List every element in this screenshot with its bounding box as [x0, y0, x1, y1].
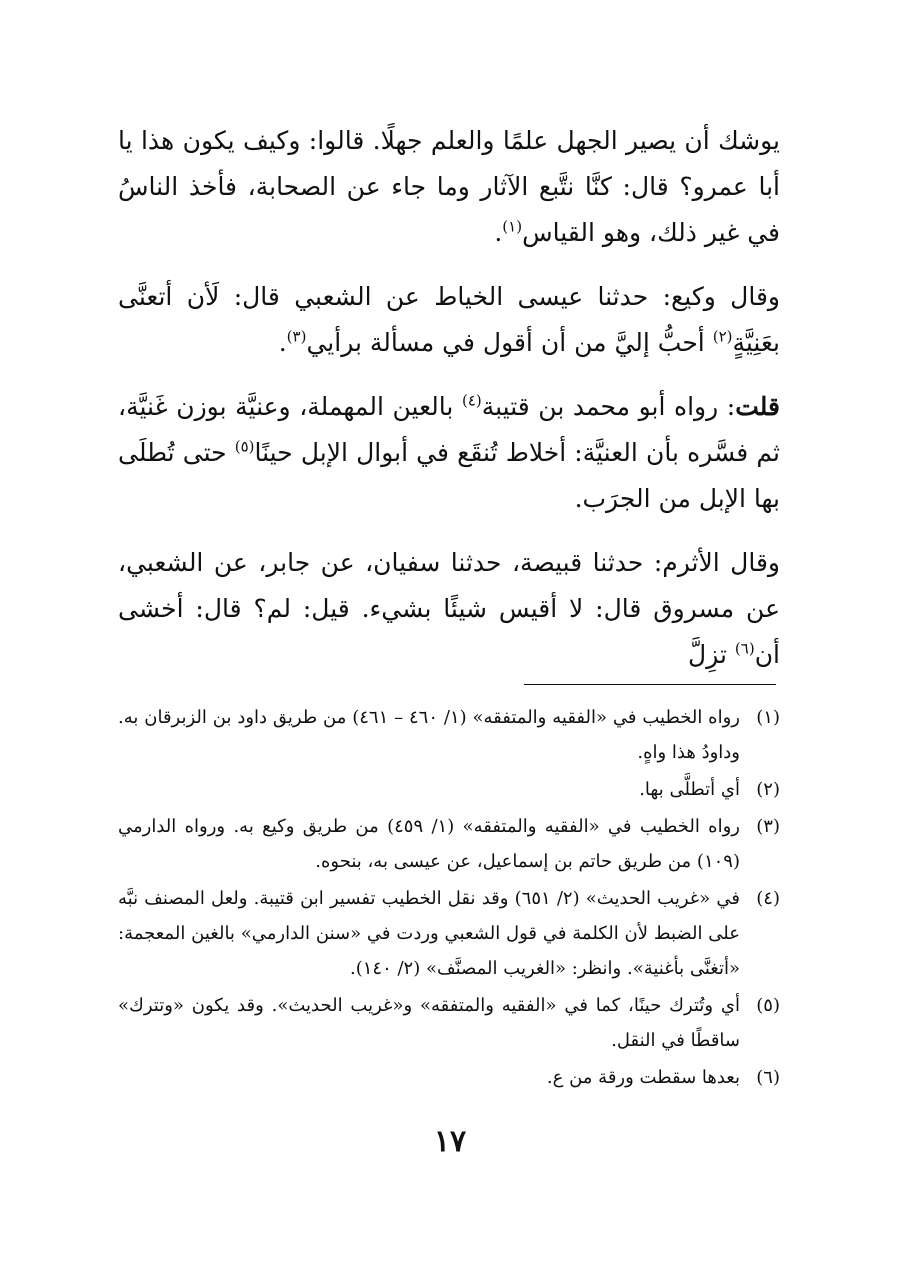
footnote-number: (٦)	[756, 1067, 780, 1088]
footnote-number: (٥)	[756, 995, 780, 1016]
footnote-ref-4: (٤)	[461, 391, 482, 410]
footnote-ref-5: (٥)	[234, 437, 255, 456]
paragraph-2-text-a: وقال وكيع: حدثنا عيسى الخياط عن الشعبي قال: لَأن أتعنَّى بعَنِيَّةٍ	[118, 282, 780, 357]
paragraph-4	[118, 540, 780, 678]
paragraph-1-text: يوشك أن يصير الجهل علمًا والعلم جهلًا. قالوا: وكيف يكون هذا يا أبا عمرو؟ قال: كنَّا نتَّبع الآثار وما جاء عن الصحابة، فأخذ الناسُ في غير ذلك، وهو القياس	[118, 126, 780, 247]
paragraph-3	[118, 384, 780, 522]
paragraph-3-lead: قلت	[735, 392, 780, 421]
footnote-2	[118, 772, 780, 807]
footnote-number: (٤)	[756, 888, 780, 909]
footnote-text: رواه الخطيب في «الفقيه والمتفقه» (١/ ٤٦٠ – ٤٦١) من طريق داود بن الزبرقان به. وداودُ هذا واهٍ.	[118, 707, 740, 763]
paragraph-3-text-a: : رواه أبو محمد بن قتيبة	[481, 392, 736, 421]
footnote-1	[118, 700, 780, 770]
paragraph-2-text-b: أحبُّ إليَّ من أن أقول في مسألة برأيي	[306, 328, 713, 357]
footnote-number: (٣)	[756, 816, 780, 837]
paragraph-1-end: .	[494, 218, 503, 247]
paragraph-3-text-c: حتى تُطلَى بها الإبل من الجرَب.	[118, 438, 780, 513]
main-text	[118, 118, 780, 678]
footnote-text: بعدها سقطت ورقة من ع.	[546, 1067, 740, 1088]
footnote-number: (١)	[756, 707, 780, 728]
footnote-text: أي وتُترك حينًا، كما في «الفقيه والمتفقه» و«غريب الحديث». وقد يكون «وتترك» ساقطًا في النقل.	[118, 995, 740, 1051]
paragraph-4-text-a: وقال الأثرم: حدثنا قبيصة، حدثنا سفيان، عن جابر، عن الشعبي، عن مسروق قال: لا أقيس شيئًا بشيء. قيل: لم؟ قال: أخشى أن	[118, 548, 780, 669]
footnotes	[118, 700, 780, 1097]
footnote-5	[118, 988, 780, 1058]
footnote-4	[118, 881, 780, 986]
footnote-ref-1: (١)	[502, 217, 523, 236]
page-number: ١٧	[433, 1124, 467, 1159]
footnote-3	[118, 809, 780, 879]
footnote-text: أي أتطلَّى بها.	[639, 779, 740, 800]
footnote-ref-6: (٦)	[734, 639, 755, 658]
footnote-ref-2: (٢)	[712, 327, 733, 346]
footnote-separator	[524, 684, 776, 685]
paragraph-1	[118, 118, 780, 256]
paragraph-3-text-b: بالعين المهملة، وعنيَّة بوزن غَنيَّة، ثم فسَّره بأن العنيَّة: أخلاط تُنقَع في أبوال الإبل حينًا	[118, 392, 780, 467]
footnote-text: رواه الخطيب في «الفقيه والمتفقه» (١/ ٤٥٩) من طريق وكيع به. ورواه الدارمي (١٠٩) من طريق حاتم بن إسماعيل، عن عيسى به، بنحوه.	[118, 816, 740, 872]
paragraph-4-text-b: تزِلَّ	[688, 640, 735, 669]
footnote-ref-3: (٣)	[286, 327, 307, 346]
footnote-text: في «غريب الحديث» (٢/ ٦٥١) وقد نقل الخطيب تفسير ابن قتيبة. ولعل المصنف نبَّه على الضبط لأن الكلمة في قول الشعبي وردت في «سنن الدارمي» بالغين المعجمة: «أتغنَّى بأغنية». وانظر: «الغريب المصنَّف» (٢/ ١٤٠).	[118, 888, 740, 979]
paragraph-2-end: .	[278, 328, 287, 357]
footnote-6	[118, 1060, 780, 1095]
footnote-number: (٢)	[756, 779, 780, 800]
paragraph-2	[118, 274, 780, 366]
